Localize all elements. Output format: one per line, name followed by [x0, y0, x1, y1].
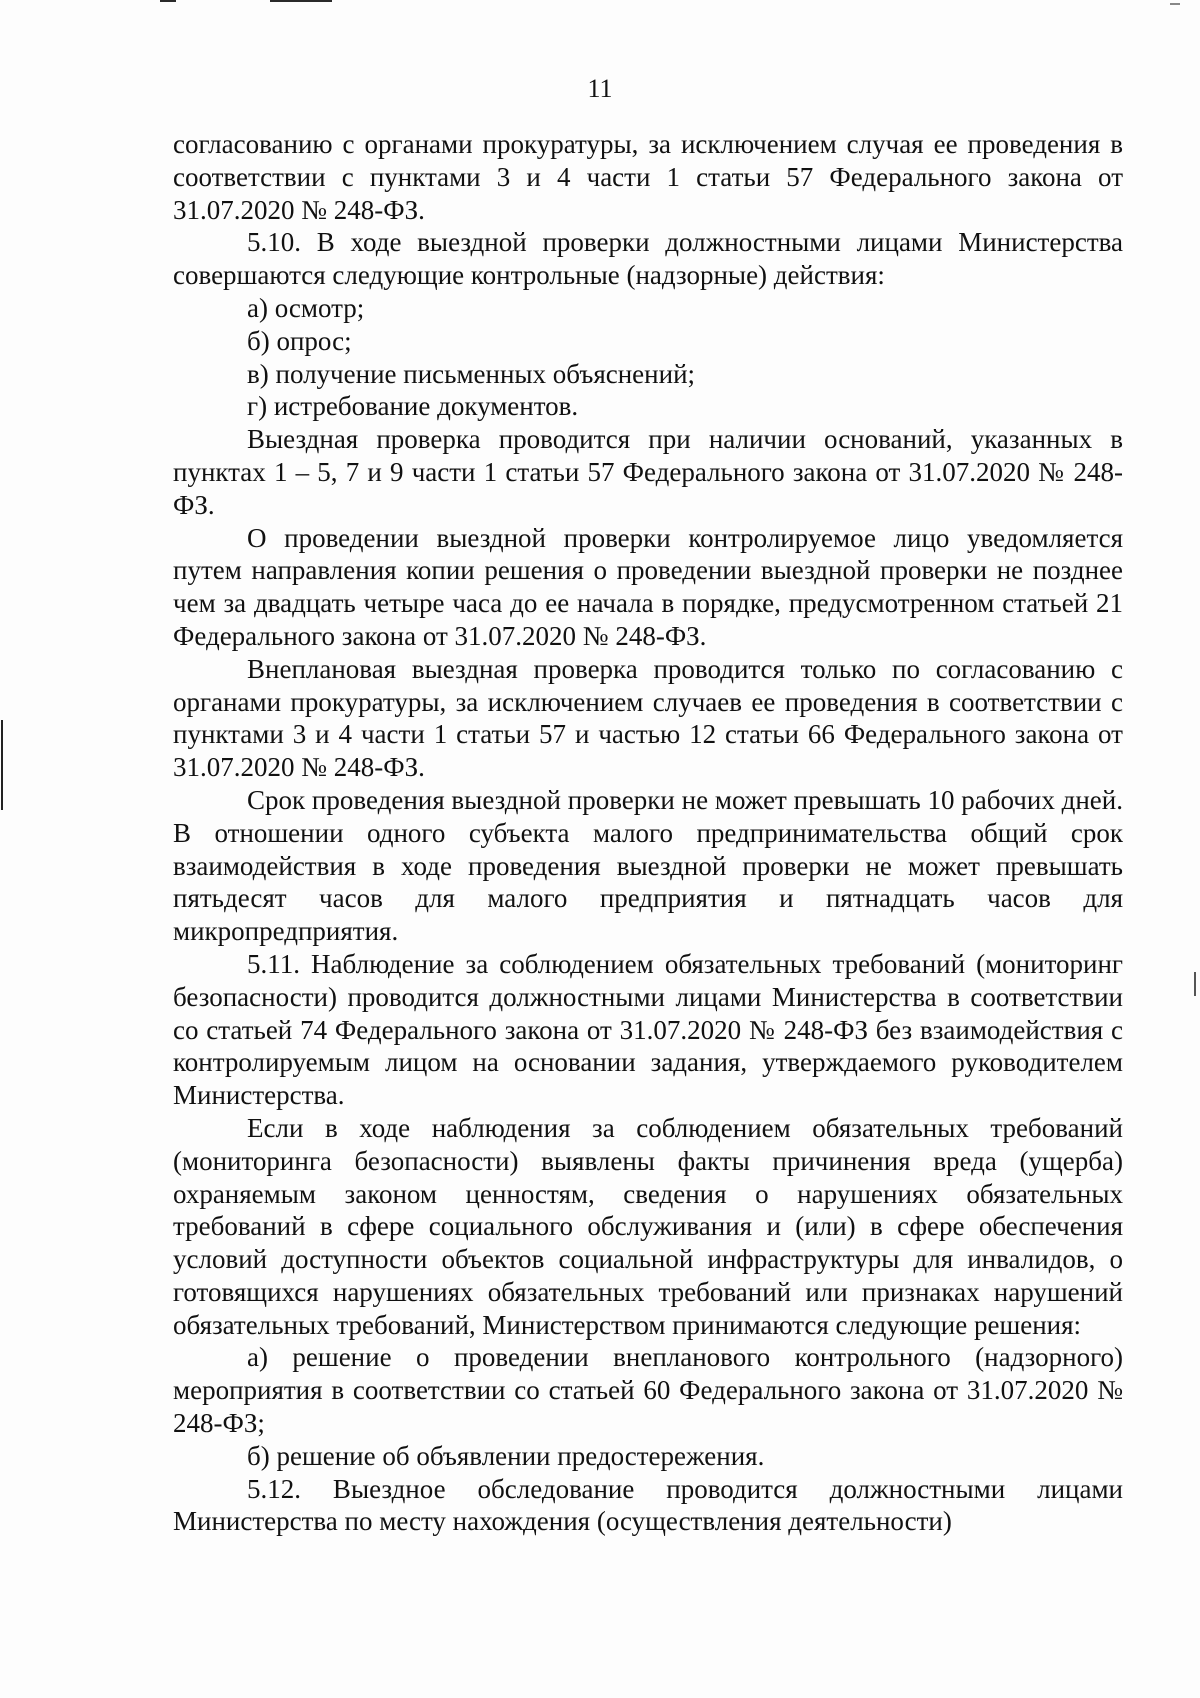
page-number: 11	[587, 74, 613, 103]
paragraph-5-11: 5.11. Наблюдение за соблюдением обязательных требований (мониторинг безопасности) проводится должностными лицами Министерства в соответствии со статьей 74 Федерального закона от 31.07.2020 № 248-ФЗ без взаимодействия с контролируемым лицом на основании задания, утверждаемого руководителем Министерства.	[173, 948, 1123, 1111]
paragraph-grounds: Выездная проверка проводится при наличии оснований, указанных в пунктах 1 – 5, 7 и 9 части 1 статьи 57 Федерального закона от 31.07.2020 № 248-ФЗ.	[173, 424, 1123, 520]
scan-artifact	[1, 720, 3, 810]
paragraph-duration: Срок проведения выездной проверки не может превышать 10 рабочих дней. В отношении одного субъекта малого предпринимательства общий срок взаимодействия в ходе проведения выездной проверки не может превышать пятьдесят часов для малого предприятия и пятнадцать часов для микропредприятия.	[173, 784, 1123, 947]
list-item-v: в) получение письменных объяснений;	[247, 358, 696, 389]
list-item-a: а) осмотр;	[247, 292, 365, 323]
paragraph-notification: О проведении выездной проверки контролируемое лицо уведомляется путем направления копии решения о проведении выездной проверки не позднее чем за двадцать четыре часа до ее начала в порядке, предусмотренном статьей 21 Федерального закона от 31.07.2020 № 248-ФЗ.	[173, 522, 1123, 651]
paragraph-monitoring-results: Если в ходе наблюдения за соблюдением обязательных требований (мониторинга безопасности) выявлены факты причинения вреда (ущерба) охраняемым законом ценностям, сведения о нарушениях обязательных требований в сфере социального обслуживания и (или) в сфере обеспечения условий доступности объектов социальной инфраструктуры для инвалидов, о готовящихся нарушениях обязательных требований или признаках нарушений обязательных требований, Министерством принимаются следующие решения:	[173, 1112, 1123, 1340]
list-item-g: г) истребование документов.	[247, 391, 579, 422]
scan-artifact	[1194, 972, 1196, 996]
list-item-b: б) опрос;	[247, 325, 352, 356]
scan-artifact	[160, 0, 176, 2]
paragraph-unscheduled: Внеплановая выездная проверка проводится только по согласованию с органами прокуратуры, за исключением случаев ее проведения в соответствии с пунктами 3 и 4 части 1 статьи 57 и частью 12 статьи 66 Федерального закона от 31.07.2020 № 248-ФЗ.	[173, 653, 1123, 783]
decision-item-b: б) решение об объявлении предостережения.	[247, 1440, 765, 1471]
scan-artifact	[1170, 3, 1180, 5]
document-body	[173, 128, 1123, 1538]
paragraph-5-10: 5.10. В ходе выездной проверки должностными лицами Министерства совершаются следующие контрольные (надзорные) действия:	[173, 227, 1123, 291]
scan-artifact	[270, 0, 332, 2]
paragraph-5-12: 5.12. Выездное обследование проводится должностными лицами Министерства по месту нахождения (осуществления деятельности)	[173, 1473, 1123, 1537]
decision-item-a: а) решение о проведении внепланового контрольного (надзорного) мероприятия в соответствии со статьей 60 Федерального закона от 31.07.2020 № 248-ФЗ;	[173, 1342, 1123, 1439]
paragraph-continuation: согласованию с органами прокуратуры, за исключением случая ее проведения в соответствии с пунктами 3 и 4 части 1 статьи 57 Федерального закона от 31.07.2020 № 248-ФЗ.	[173, 129, 1123, 225]
